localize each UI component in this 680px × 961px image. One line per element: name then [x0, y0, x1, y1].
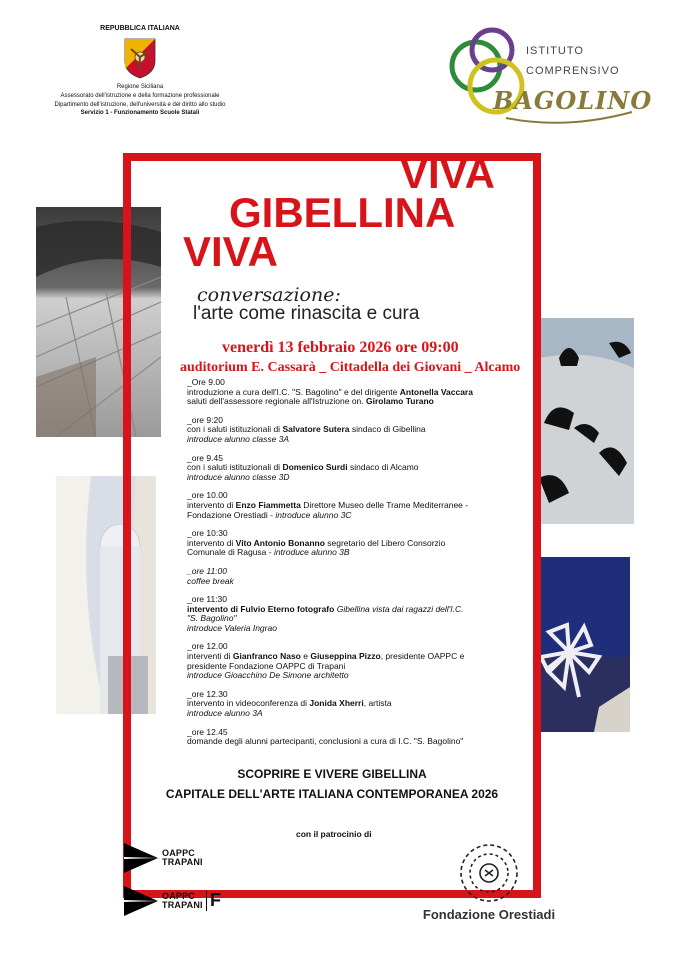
program-list [187, 378, 502, 756]
program-time: _ore 9:20 [187, 414, 223, 425]
program-item [187, 567, 502, 586]
program-item [187, 690, 502, 719]
subtitle-tagline: l'arte come rinascita e cura [193, 303, 420, 324]
servizio-label: Servizio 1 - Funzionamento Scuole Statali [80, 110, 200, 117]
program-time: _ore 12.00 [187, 641, 228, 652]
title-gibellina: GIBELLINA [229, 189, 456, 236]
program-item [187, 491, 502, 520]
program-time: _ore 12.45 [187, 726, 228, 737]
program-note: introduce alunno 3A [187, 708, 263, 719]
title-viva-top: VIVA [400, 150, 495, 197]
program-note: coffee break [187, 575, 234, 586]
oappc2-bottom: TRAPANI [162, 900, 203, 910]
event-venue: auditorium E. Cassarà _ Cittadella dei Giovani _ Alcamo [180, 360, 521, 375]
program-item [187, 642, 502, 680]
oappc-top: OAPPC [162, 848, 196, 858]
fondazione-logo [409, 842, 579, 927]
oappc2-f: F [210, 890, 222, 910]
program-text: con i saluti istituzionali di [187, 424, 283, 435]
speaker-name: Antonella Vaccara [399, 386, 473, 397]
closing-line1: SCOPRIRE E VIVERE GIBELLINA [237, 767, 427, 781]
program-time: _ore 10.00 [187, 490, 228, 501]
speaker-name: Giuseppina Pizzo [310, 651, 381, 662]
header-region [20, 24, 260, 118]
program-text: intervento di [187, 499, 236, 510]
program-text: saluti dell'assessore regionale all'Istruzione on. [187, 396, 367, 407]
oappc-mark-icon [124, 843, 160, 873]
program-text: introduzione a cura dell'I.C. "S. Bagolino" e del dirigente [187, 386, 400, 397]
program-text: , artista [363, 698, 392, 709]
speaker-name: Enzo Fiammetta [235, 499, 301, 510]
program-note: introduce alunno classe 3D [187, 471, 290, 482]
program-time: _ore 10:30 [187, 528, 228, 539]
program-note: introduce Gioacchino De Simone architetto [187, 670, 349, 681]
fondazione-name: Fondazione Orestiadi [422, 907, 556, 922]
school-logo [446, 26, 653, 136]
program-text: , presidente OAPPC e [380, 651, 465, 662]
program-time: _ore 11:00 [187, 565, 228, 576]
program-note: introduce alunno 3C [275, 509, 352, 520]
trinacria-crest-icon [123, 37, 157, 79]
subtitle-conversazione: conversazione: [197, 284, 341, 306]
program-text: Gibellina vista dai ragazzi dell'I.C. [334, 603, 464, 614]
program-text: intervento in videoconferenza di [187, 698, 310, 709]
speaker-name: Jonida Xherri [309, 698, 364, 709]
oappc-foundation-logo [124, 886, 234, 916]
program-time: _ore 9.45 [187, 452, 223, 463]
oappc-logo [124, 843, 214, 873]
program-time: _Ore 9.00 [187, 377, 225, 387]
event-date: venerdì 13 febbraio 2026 ore 09:00 [222, 339, 459, 356]
program-text: domande degli alunni partecipanti, conclusioni a cura di I.C. "S. Bagolino" [187, 736, 464, 747]
program-note: introduce Valeria Ingrao [187, 622, 277, 633]
speaker-name: Girolamo Turano [366, 396, 434, 407]
closing-line2: CAPITALE DELL'ARTE ITALIANA CONTEMPORANEA 2026 [165, 787, 499, 801]
program-note: introduce alunno classe 3A [187, 433, 290, 444]
program-text: sindaco di Gibellina [349, 424, 426, 435]
program-time: _ore 12.30 [187, 688, 228, 699]
dipartimento-label: Dipartimento dell'istruzione, dell'università e del diritto allo studio [54, 101, 226, 108]
program-text: sindaco di Alcamo [347, 462, 419, 473]
program-text: presidente Fondazione OAPPC di Trapani [187, 660, 346, 671]
program-text: con i saluti istituzionali di [187, 462, 283, 473]
patronage-label: con il patrocinio di [296, 829, 372, 839]
photo-star-night [539, 557, 630, 732]
logo-line2: COMPRENSIVO [526, 65, 620, 77]
program-text: Fondazione Orestiadi - [187, 509, 276, 520]
program-time: _ore 11:30 [187, 594, 228, 605]
program-text: "S. Bagolino" [187, 613, 237, 624]
speaker-name: intervento di Fulvio Eterno fotografo [187, 603, 335, 614]
orestiadi-emblem-icon [409, 842, 569, 904]
divider [206, 891, 207, 911]
oappc-mark-icon [124, 886, 160, 916]
speaker-name: Salvatore Sutera [282, 424, 350, 435]
assessorato-label: Assessorato dell'istruzione e della formazione professionale [60, 92, 220, 99]
olympic-rings-icon [446, 26, 642, 136]
oappc-bottom: TRAPANI [162, 857, 203, 867]
region-label: Regione Siciliana [116, 84, 164, 91]
program-text: interventi di [187, 651, 233, 662]
program-item [187, 728, 502, 747]
speaker-name: Domenico Surdi [282, 462, 348, 473]
program-item [187, 595, 502, 633]
program-text: Direttore Museo delle Trame Mediterranee - [300, 499, 469, 510]
closing-slogan [131, 764, 533, 804]
program-text: segretario del Libero Consorzio [324, 537, 446, 548]
program-item [187, 416, 502, 445]
title-viva-bottom: VIVA [183, 228, 278, 275]
program-text: Comunale di Ragusa - [187, 547, 274, 558]
oappc2-top: OAPPC [162, 891, 196, 901]
program-item [187, 454, 502, 483]
speaker-name: Gianfranco Naso [232, 651, 301, 662]
logo-line1: ISTITUTO [526, 45, 584, 57]
photo-sculpture [539, 318, 634, 524]
republic-label: REPUBBLICA ITALIANA [100, 25, 180, 32]
program-note: introduce alunno 3B [273, 547, 350, 558]
program-item [187, 529, 502, 558]
logo-line3: BAGOLINO [493, 86, 653, 115]
program-text: e [300, 651, 311, 662]
speaker-name: Vito Antonio Bonanno [235, 537, 325, 548]
program-item [187, 378, 502, 407]
program-text: intervento di [187, 537, 236, 548]
